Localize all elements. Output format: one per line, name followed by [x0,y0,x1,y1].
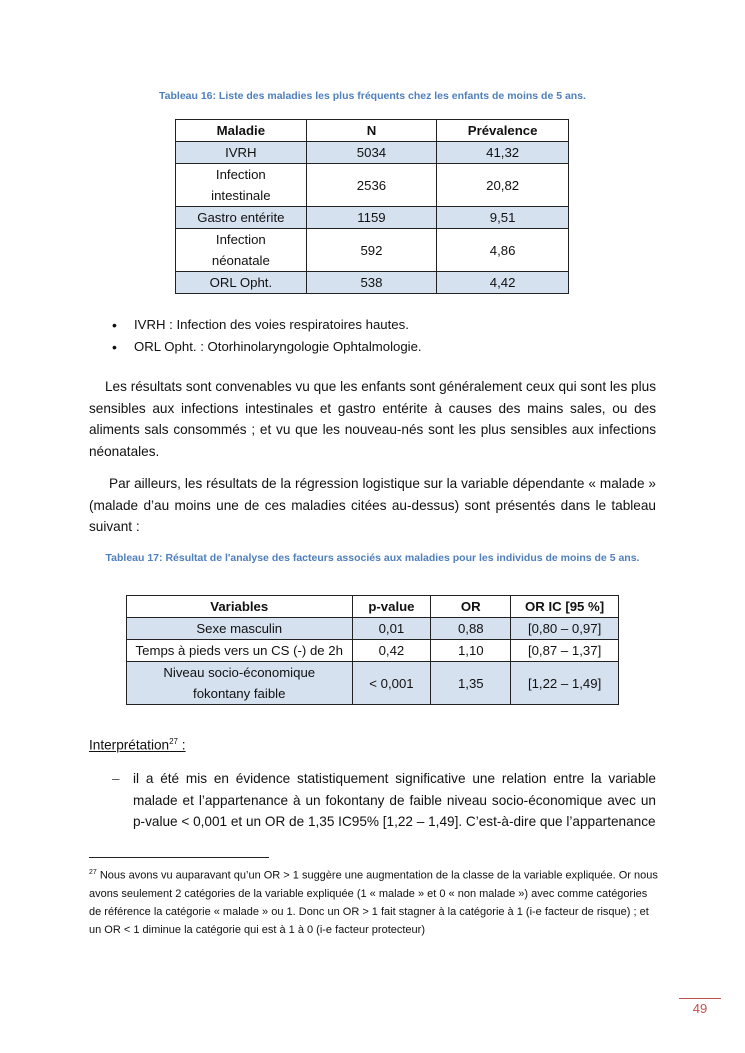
list-item: • IVRH : Infection des voies respiratoires hautes. [112,314,422,336]
table17 [126,595,619,705]
cell-maladie-line2: néonatale [211,253,270,268]
cell-prevalence: 20,82 [437,164,569,207]
list-item: • ORL Opht. : Otorhinolaryngologie Ophtalmologie. [112,336,422,358]
cell-prevalence: 4,86 [437,229,569,272]
table-row [176,272,569,294]
cell-n: 592 [306,229,437,272]
cell-pvalue: 0,01 [352,618,431,640]
table-row [176,229,569,272]
table-row [176,164,569,207]
cell-maladie-line1: Infection [215,232,266,247]
cell-pvalue: < 0,001 [352,662,431,705]
page-number: 49 [692,1001,708,1016]
footnote-ref-27[interactable]: 27 [169,737,179,746]
cell-maladie: IVRH [176,142,307,164]
page-number-rule [679,998,721,999]
col-header-n: N [306,120,437,142]
col-header-or-ic: OR IC [95 %] [511,596,619,618]
dash-bullet-marker: – [112,771,120,786]
table17-caption: Tableau 17: Résultat de l'analyse des facteurs associés aux maladies pour les individus de moins de 5 ans. [105,552,640,564]
col-header-or: OR [431,596,511,618]
cell-maladie: Gastro entérite [176,207,307,229]
col-header-prevalence: Prévalence [437,120,569,142]
cell-n: 1159 [306,207,437,229]
cell-or: 1,10 [431,640,511,662]
table-row [176,207,569,229]
cell-pvalue: 0,42 [352,640,431,662]
footnote-27 [89,864,659,939]
cell-maladie: ORL Opht. [176,272,307,294]
cell-maladie-line1: Infection [215,167,266,182]
table16-header-row [176,120,569,142]
cell-prevalence: 4,42 [437,272,569,294]
cell-n: 5034 [306,142,437,164]
col-header-pvalue: p-value [352,596,431,618]
interpretation-colon: : [178,737,186,753]
cell-or-ic: [0,87 – 1,37] [511,640,619,662]
cell-prevalence: 9,51 [437,207,569,229]
cell-variable: Sexe masculin [127,618,353,640]
cell-maladie [176,164,307,207]
cell-variable-line1: Niveau socio-économique [163,665,316,680]
cell-or: 0,88 [431,618,511,640]
col-header-variables: Variables [127,596,353,618]
table-row [127,640,619,662]
table-row [176,142,569,164]
cell-or: 1,35 [431,662,511,705]
paragraph-results: Les résultats sont convenables vu que les enfants sont généralement ceux qui sont les plus sensibles aux infections intestinales et gastro entérite à causes des mains sales, ou des aliments sals consommés ; et vu que les nouveau-nés sont les plus sensibles aux infections néonatales. [89,379,656,459]
cell-variable [127,662,353,705]
footnote-number: 27 [89,869,97,876]
cell-n: 538 [306,272,437,294]
cell-or-ic: [1,22 – 1,49] [511,662,619,705]
interpretation-label: Interprétation [89,737,170,753]
abbreviation-list [112,314,422,358]
table-row [127,662,619,705]
cell-variable-line2: fokontany faible [193,686,286,701]
cell-prevalence: 41,32 [437,142,569,164]
cell-variable: Temps à pieds vers un CS (-) de 2h [127,640,353,662]
cell-or-ic: [0,80 – 0,97] [511,618,619,640]
table16-caption: Tableau 16: Liste des maladies les plus fréquents chez les enfants de moins de 5 ans. [159,90,586,102]
cell-maladie [176,229,307,272]
table16 [175,119,569,294]
footnote-text: Nous avons vu auparavant qu’un OR > 1 suggère une augmentation de la classe de la variable expliquée. Or nous avons seulement 2 catégories de la variable expliquée (1 « malade » et 0 « non malade ») avec comme catégories de référence la catégorie « malade » ou 1. Donc un OR > 1 fait stagner à la catégorie à 1 (i-e facteur de risque) ; et un OR < 1 diminue la catégorie qui est à 1 à 0 (i-e facteur protecteur) [89,869,658,936]
interpretation-item: il a été mis en évidence statistiquement significative une relation entre la variable malade et l’appartenance à un fokontany de faible niveau socio-économique avec un p-value < 0,001 et un OR de 1,35 IC95% [1,22 – 1,49]. C’est-à-dire que l’appartenance [133,771,656,829]
footnote-separator [89,857,269,858]
interpretation-heading [89,737,186,753]
table17-header-row [127,596,619,618]
table-row [127,618,619,640]
cell-n: 2536 [306,164,437,207]
paragraph-regression: Par ailleurs, les résultats de la régression logistique sur la variable dépendante « malade » (malade d’au moins une de ces maladies citées au-dessus) sont présentés dans le tableau suivant : [89,476,656,534]
col-header-maladie: Maladie [176,120,307,142]
cell-maladie-line2: intestinale [211,188,271,203]
